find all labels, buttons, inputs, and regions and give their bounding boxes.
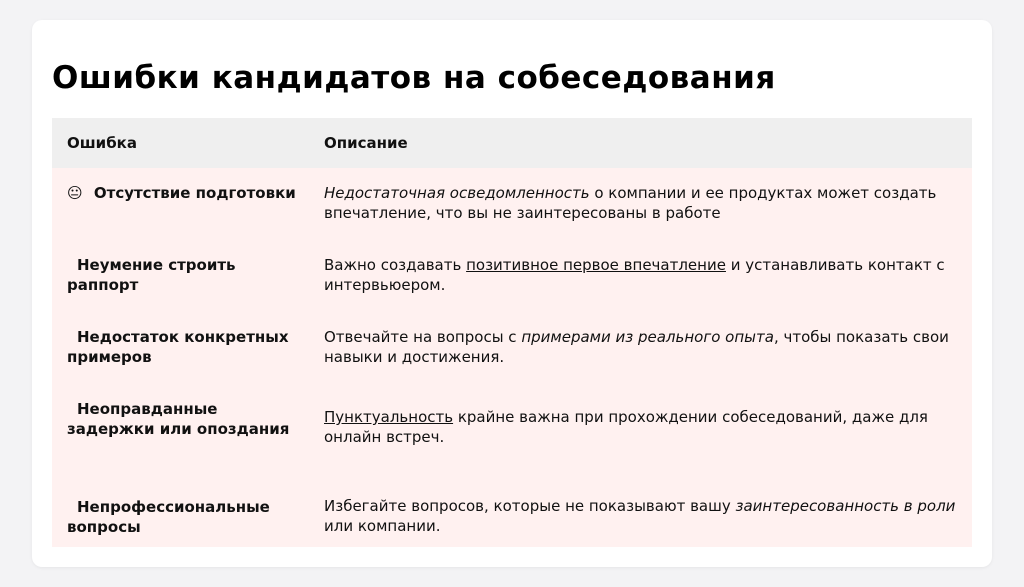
error-title: Непрофессиональные вопросы bbox=[67, 498, 270, 536]
description-part: , чтобы показать свои навыки и достижения. bbox=[324, 328, 949, 366]
mistakes-table bbox=[52, 118, 972, 547]
description-cell bbox=[309, 168, 972, 240]
description-cell bbox=[309, 384, 972, 474]
table-row bbox=[52, 240, 972, 312]
table-row bbox=[52, 168, 972, 240]
description-part: крайне важна при прохождении собеседований, даже для онлайн встреч. bbox=[324, 408, 928, 446]
description-cell bbox=[309, 474, 972, 547]
neutral-face-icon: 😐 bbox=[67, 184, 83, 202]
table-row bbox=[52, 384, 972, 474]
table-header-row bbox=[52, 118, 972, 168]
error-cell bbox=[52, 474, 309, 547]
page-title: Ошибки кандидатов на собеседования bbox=[52, 60, 776, 96]
description-part: Важно создавать bbox=[324, 256, 467, 274]
error-cell bbox=[52, 312, 309, 384]
error-cell bbox=[52, 384, 309, 474]
error-cell bbox=[52, 240, 309, 312]
error-title: Недостаток конкретных примеров bbox=[67, 328, 289, 366]
description-part: Недостаточная осведомленность bbox=[324, 184, 590, 202]
description-part: Отвечайте на вопросы с bbox=[324, 328, 522, 346]
content-card bbox=[32, 20, 992, 567]
error-title: Неоправданные задержки или опоздания bbox=[67, 400, 290, 438]
description-part: позитивное первое впечатление bbox=[466, 256, 726, 274]
table-header bbox=[52, 118, 972, 168]
description-part: о компании и ее продуктах может создать впечатление, что вы не заинтересованы в работе bbox=[324, 184, 937, 222]
description-part: Избегайте вопросов, которые не показывают вашу bbox=[324, 497, 736, 515]
description-cell bbox=[309, 240, 972, 312]
column-header-error: Ошибка bbox=[52, 118, 309, 168]
error-title: Неумение строить раппорт bbox=[67, 256, 236, 294]
description-cell bbox=[309, 312, 972, 384]
description-part: Пунктуальность bbox=[324, 408, 454, 426]
description-part: примерами из реального опыта bbox=[521, 328, 774, 346]
table-row bbox=[52, 474, 972, 547]
table-row bbox=[52, 312, 972, 384]
error-cell bbox=[52, 168, 309, 240]
description-part: и устанавливать контакт с интервьюером. bbox=[324, 256, 945, 294]
description-part: заинтересованность в роли bbox=[735, 497, 956, 515]
column-header-description: Описание bbox=[309, 118, 972, 168]
description-part: или компании. bbox=[324, 517, 441, 535]
error-title: Отсутствие подготовки bbox=[93, 184, 296, 202]
table-body bbox=[52, 168, 972, 547]
